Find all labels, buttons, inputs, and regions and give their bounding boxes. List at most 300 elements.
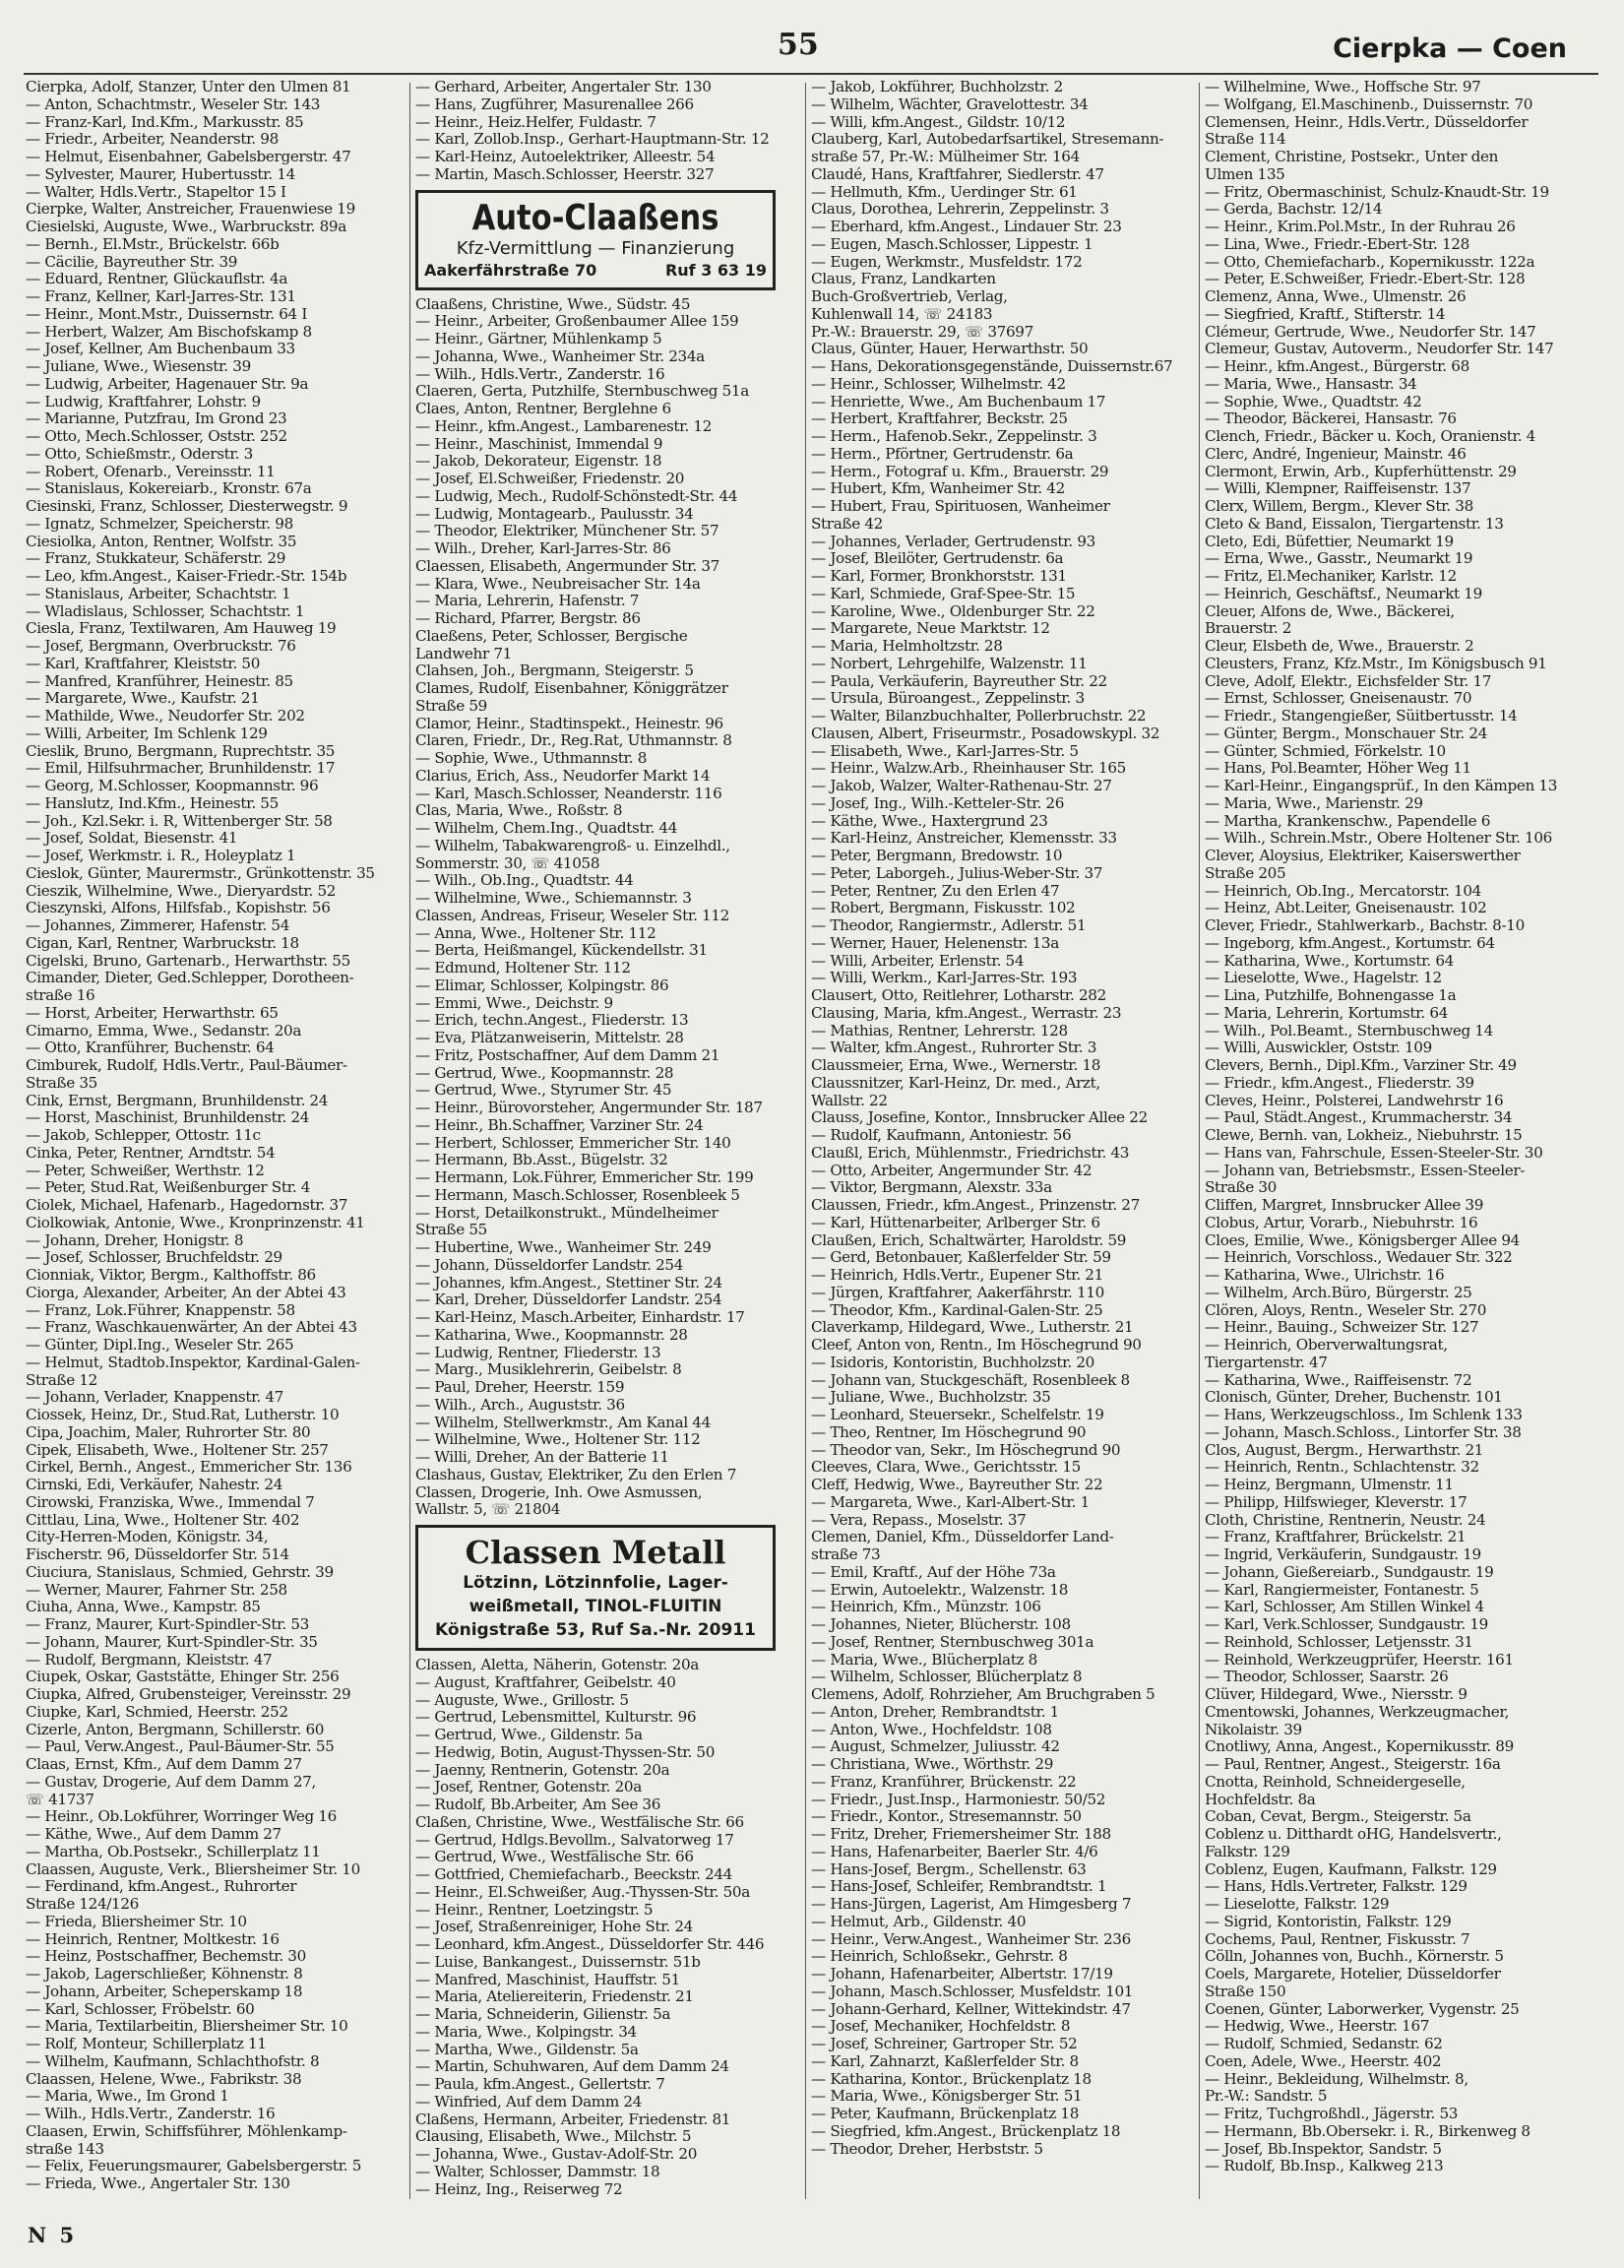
directory-entry: — Johann, Hafenarbeiter, Albertstr. 17/19 — [811, 1966, 1113, 1983]
directory-entry: — Wilhelm, Arch.Büro, Bürgerstr. 25 — [1205, 1284, 1472, 1301]
directory-entry: Pr.-W.: Sandstr. 5 — [1205, 2088, 1328, 2106]
directory-entry: — Heinr., Bh.Schaffner, Varziner Str. 24 — [415, 1116, 704, 1134]
directory-entry: — Bernh., El.Mstr., Brückelstr. 66b — [26, 235, 280, 253]
directory-entry: — Fritz, Tuchgroßhdl., Jägerstr. 53 — [1205, 2106, 1459, 2122]
directory-entry: — Erwin, Autoelektr., Walzenstr. 18 — [811, 1581, 1069, 1599]
directory-entry: — Wilh., Pol.Beamt., Sternbuschweg 14 — [1205, 1022, 1493, 1040]
directory-entry: — Martha, Ob.Postsekr., Schillerplatz 11 — [26, 1843, 321, 1860]
directory-entry: — Heinrich, Geschäftsf., Neumarkt 19 — [1205, 585, 1482, 602]
directory-entry: — Walter, kfm.Angest., Ruhrorter Str. 3 — [811, 1040, 1097, 1057]
directory-entry: — Stanislaus, Arbeiter, Schachtstr. 1 — [26, 585, 291, 602]
directory-entry: — Ludwig, Arbeiter, Hagenauer Str. 9a — [26, 375, 309, 393]
directory-entry: — Maria, Lehrerin, Kortumstr. 64 — [1205, 1004, 1449, 1022]
directory-entry: — Gertrud, Lebensmittel, Kulturstr. 96 — [415, 1709, 697, 1727]
directory-entry: Clémeur, Gertrude, Wwe., Neudorfer Str. 147 — [1205, 323, 1536, 341]
directory-entry: — Wilh., Schrein.Mstr., Obere Holtener Str. 106 — [1205, 830, 1552, 848]
directory-entry: Cleeves, Clara, Wwe., Gerichtsstr. 15 — [811, 1459, 1081, 1477]
directory-entry: — Reinhold, Schlosser, Letjensstr. 31 — [1205, 1633, 1473, 1651]
directory-entry: — Käthe, Wwe., Auf dem Damm 27 — [26, 1826, 281, 1843]
directory-entry: Brauerstr. 2 — [1205, 620, 1292, 638]
directory-entry: — Maria, Textilarbeitin, Bliersheimer Str. 10 — [26, 2018, 348, 2036]
directory-entry: — Willi, kfm.Angest., Gildstr. 10/12 — [811, 113, 1066, 131]
page-number: 55 — [778, 28, 819, 62]
directory-entry: — Siegfried, Kraftf., Stifterstr. 14 — [1205, 305, 1446, 323]
directory-entry: Claussnitzer, Karl-Heinz, Dr. med., Arzt, — [811, 1074, 1100, 1092]
directory-entry: — Wilhelmine, Wwe., Hoffsche Str. 97 — [1205, 79, 1481, 95]
directory-entry: Claus, Franz, Landkarten — [811, 271, 996, 288]
directory-entry: Clerc, André, Ingenieur, Mainstr. 46 — [1205, 445, 1467, 463]
directory-entry: — Heinrich, Hdls.Vertr., Eupener Str. 21 — [811, 1267, 1103, 1284]
directory-entry: Straße 59 — [415, 697, 487, 715]
directory-entry: Cnotta, Reinhold, Schneidergeselle, — [1205, 1773, 1466, 1791]
directory-entry: Fischerstr. 96, Düsseldorfer Str. 514 — [26, 1546, 289, 1563]
directory-entry: Ciesla, Franz, Textilwaren, Am Hauweg 19 — [26, 620, 337, 638]
column-2-mid-list — [415, 296, 793, 1520]
directory-entry: — Martha, Wwe., Gildenstr. 5a — [415, 2041, 639, 2058]
directory-entry: Classen, Aletta, Näherin, Gotenstr. 20a — [415, 1657, 699, 1673]
directory-entry: Coblenz, Eugen, Kaufmann, Falkstr. 129 — [1205, 1860, 1497, 1878]
directory-entry: — Martin, Schuhwaren, Auf dem Damm 24 — [415, 2058, 729, 2076]
directory-entry: Sommerstr. 30, ☏ 41058 — [415, 854, 600, 872]
directory-entry: — Emil, Kraftf., Auf der Höhe 73a — [811, 1563, 1056, 1581]
directory-entry: Claßen, Christine, Wwe., Westfälische Str. 66 — [415, 1813, 744, 1831]
directory-entry: — Rudolf, Bb.Insp., Kalkweg 213 — [1205, 2158, 1444, 2175]
directory-entry: Ciupek, Oskar, Gaststätte, Ehinger Str. 256 — [26, 1669, 340, 1686]
directory-entry: Coenen, Günter, Laborwerker, Vygenstr. 25 — [1205, 2000, 1520, 2018]
directory-entry: — Helmut, Arb., Gildenstr. 40 — [811, 1913, 1027, 1930]
directory-entry: — Eugen, Werkmstr., Musfeldstr. 172 — [811, 253, 1083, 271]
directory-entry: — Paul, Dreher, Heerstr. 159 — [415, 1379, 625, 1396]
directory-entry: — Elimar, Schlosser, Kolpingstr. 86 — [415, 976, 669, 994]
directory-entry: — Maria, Wwe., Im Grond 1 — [26, 2088, 229, 2106]
directory-entry: — Margareta, Wwe., Karl-Albert-Str. 1 — [811, 1493, 1090, 1511]
directory-entry: — Horst, Maschinist, Brunhildenstr. 24 — [26, 1109, 310, 1127]
directory-entry: — Lieselotte, Falkstr. 129 — [1205, 1896, 1390, 1913]
directory-entry: — Friedr., Just.Insp., Harmoniestr. 50/52 — [811, 1791, 1106, 1808]
directory-entry: Clemen, Daniel, Kfm., Düsseldorfer Land- — [811, 1529, 1114, 1546]
directory-entry: — Paul, Verw.Angest., Paul-Bäumer-Str. 55 — [26, 1738, 335, 1756]
directory-entry: Cittlau, Lina, Wwe., Holtener Str. 402 — [26, 1511, 300, 1529]
directory-entry: — Wilh., Ob.Ing., Quadtstr. 44 — [415, 872, 634, 890]
directory-entry: — Karl, Kraftfahrer, Kleiststr. 50 — [26, 655, 261, 672]
directory-entry: — Eduard, Rentner, Glückauflstr. 4a — [26, 271, 288, 288]
directory-entry: — Rudolf, Kaufmann, Antoniestr. 56 — [811, 1127, 1072, 1144]
directory-entry: Cochems, Paul, Rentner, Fiskusstr. 7 — [1205, 1930, 1470, 1948]
directory-entry: — Maria, Helmholtzstr. 28 — [811, 638, 1003, 655]
directory-entry: — August, Kraftfahrer, Geibelstr. 40 — [415, 1673, 676, 1691]
directory-entry: Wallstr. 5, ☏ 21804 — [415, 1501, 561, 1519]
directory-entry: — Hellmuth, Kfm., Uerdinger Str. 61 — [811, 183, 1078, 201]
directory-entry: — Johann, Masch.Schlosser, Musfeldstr. 101 — [811, 1983, 1134, 2000]
advert-services: Kfz-Vermittlung — Finanzierung — [456, 237, 735, 259]
column-divider — [409, 83, 410, 2199]
directory-entry: — Heinr., Bürovorsteher, Angermunder Str. 187 — [415, 1100, 763, 1116]
directory-entry: — Karl-Heinz, Autoelektriker, Alleestr. 54 — [415, 149, 716, 165]
directory-entry: — Auguste, Wwe., Grillostr. 5 — [415, 1691, 629, 1709]
directory-entry: — Hans-Jürgen, Lagerist, Am Himgesberg 7 — [811, 1896, 1132, 1913]
directory-entry: — Heinz, Postschaffner, Bechemstr. 30 — [26, 1948, 306, 1966]
directory-entry: Cieslik, Bruno, Bergmann, Ruprechtstr. 35 — [26, 742, 336, 760]
directory-entry: — Gertrud, Wwe., Styrumer Str. 45 — [415, 1082, 672, 1100]
directory-entry: Claussmeier, Erna, Wwe., Wernerstr. 18 — [811, 1057, 1101, 1074]
directory-entry: — Josef, Rentner, Sternbuschweg 301a — [811, 1633, 1094, 1651]
directory-entry: Cleef, Anton von, Rentn., Im Höschegrund 90 — [811, 1337, 1142, 1354]
directory-entry: — Emmi, Wwe., Deichstr. 9 — [415, 994, 613, 1012]
directory-entry: — Peter, Laborgeh., Julius-Weber-Str. 37 — [811, 864, 1103, 882]
directory-entry: Ciupke, Karl, Schmied, Heerstr. 252 — [26, 1703, 288, 1721]
directory-entry: — Johann, Dreher, Honigstr. 8 — [26, 1231, 244, 1249]
directory-entry: Ciossek, Heinz, Dr., Stud.Rat, Lutherstr. 10 — [26, 1407, 340, 1423]
directory-entry: Cieszynski, Alfons, Hilfsfab., Kopishstr. 56 — [26, 900, 331, 917]
directory-entry: — Heinr., Maschinist, Immendal 9 — [415, 435, 663, 453]
advert-classen-metall — [415, 1525, 776, 1651]
directory-entry: Clench, Friedr., Bäcker u. Koch, Oranienstr. 4 — [1205, 428, 1535, 445]
directory-entry: — Heinr., El.Schweißer, Aug.-Thyssen-Str. 50a — [415, 1883, 750, 1901]
directory-entry: — Gerd, Betonbauer, Kaßlerfelder Str. 59 — [811, 1249, 1111, 1267]
directory-entry: — Karl-Heinz, Masch.Arbeiter, Einhardstr. 17 — [415, 1309, 745, 1326]
directory-entry: — Anton, Schachtmstr., Weseler Str. 143 — [26, 95, 321, 113]
directory-entry: — Paula, Verkäuferin, Bayreuther Str. 22 — [811, 672, 1107, 690]
printer-signature: N 5 — [28, 2223, 78, 2247]
directory-entry: Cölln, Johannes von, Buchh., Körnerstr. 5 — [1205, 1948, 1504, 1966]
directory-entry: — Franz-Karl, Ind.Kfm., Markusstr. 85 — [26, 113, 304, 131]
directory-entry: — Ingrid, Verkäuferin, Sundgaustr. 19 — [1205, 1546, 1481, 1563]
directory-entry: — Helmut, Eisenbahner, Gabelsbergerstr. 47 — [26, 149, 351, 165]
directory-entry: Cleur, Elsbeth de, Wwe., Brauerstr. 2 — [1205, 638, 1474, 655]
directory-entry: — Heinr., Rentner, Loetzingstr. 5 — [415, 1901, 654, 1919]
directory-entry: — Gottfried, Chemiefacharb., Beeckstr. 244 — [415, 1866, 732, 1883]
directory-entry: Claverkamp, Hildegard, Wwe., Lutherstr. 21 — [811, 1319, 1134, 1337]
directory-entry: Clever, Friedr., Stahlwerkarb., Bachstr. 8-10 — [1205, 917, 1525, 934]
directory-entry: — Philipp, Hilfswieger, Kleverstr. 17 — [1205, 1493, 1468, 1511]
directory-entry: — Heinr., kfm.Angest., Bürgerstr. 68 — [1205, 358, 1469, 375]
directory-entry: Clausen, Albert, Friseurmstr., Posadowskypl. 32 — [811, 724, 1160, 742]
directory-entry: — Werner, Maurer, Fahrner Str. 258 — [26, 1581, 287, 1599]
directory-entry: Cleto & Band, Eissalon, Tiergartenstr. 13 — [1205, 515, 1504, 533]
directory-entry: — Maria, Wwe., Hansastr. 34 — [1205, 375, 1417, 393]
directory-entry: Clausert, Otto, Reitlehrer, Lotharstr. 282 — [811, 987, 1106, 1004]
directory-entry: — Anna, Wwe., Holtener Str. 112 — [415, 924, 656, 942]
directory-entry: Tiergartenstr. 47 — [1205, 1354, 1328, 1371]
directory-entry: — Franz, Kraftfahrer, Brückelstr. 21 — [1205, 1529, 1467, 1546]
directory-entry: — Christiana, Wwe., Wörthstr. 29 — [811, 1756, 1054, 1773]
directory-entry: — Franz, Lok.Führer, Knappenstr. 58 — [26, 1301, 295, 1319]
directory-entry: — Josef, Mechaniker, Hochfeldstr. 8 — [811, 2018, 1071, 2036]
directory-entry: — Willi, Arbeiter, Erlenstr. 54 — [811, 952, 1025, 970]
directory-entry: — Winfried, Auf dem Damm 24 — [415, 2093, 642, 2110]
directory-entry: Kuhlenwall 14, ☏ 24183 — [811, 305, 993, 323]
directory-entry: Clas, Maria, Wwe., Roßstr. 8 — [415, 802, 623, 820]
directory-entry: — Friedr., Stangengießer, Süitbertusstr. 14 — [1205, 708, 1518, 724]
directory-entry: — Heinrich, Schloßsekr., Gehrstr. 8 — [811, 1948, 1068, 1966]
directory-entry: — Wilhelm, Wächter, Gravelottestr. 34 — [811, 95, 1089, 113]
directory-entry: — Hans, Pol.Beamter, Höher Weg 11 — [1205, 760, 1471, 778]
directory-entry: — Sophie, Wwe., Uthmannstr. 8 — [415, 750, 648, 767]
directory-entry: — Wilhelm, Stellwerkmstr., Am Kanal 44 — [415, 1414, 711, 1431]
directory-entry: — Klara, Wwe., Neubreisacher Str. 14a — [415, 575, 701, 593]
directory-entry: Clames, Rudolf, Eisenbahner, Königgrätzer — [415, 680, 728, 697]
directory-entry: — Wilhelm, Chem.Ing., Quadtstr. 44 — [415, 820, 678, 837]
directory-entry: Cierpka, Adolf, Stanzer, Unter den Ulmen 81 — [26, 79, 351, 95]
directory-entry: Straße 35 — [26, 1074, 97, 1092]
directory-entry: Clobus, Artur, Vorarb., Niebuhrstr. 16 — [1205, 1214, 1478, 1231]
directory-entry: — Wilh., Hdls.Vertr., Zanderstr. 16 — [415, 365, 665, 383]
directory-entry: — Emil, Hilfsuhrmacher, Brunhildenstr. 17 — [26, 760, 336, 778]
directory-entry: — Sigrid, Kontoristin, Falkstr. 129 — [1205, 1913, 1452, 1930]
directory-entry: — Otto, Mech.Schlosser, Oststr. 252 — [26, 428, 287, 445]
directory-entry: — Hermann, Masch.Schlosser, Rosenbleek 5 — [415, 1186, 740, 1204]
directory-entry: Falkstr. 129 — [1205, 1843, 1290, 1860]
directory-entry: Coels, Margarete, Hotelier, Düsseldorfer — [1205, 1966, 1501, 1983]
advert-name: Auto-Claaßens — [471, 197, 719, 238]
directory-entry: — Reinhold, Werkzeugprüfer, Heerstr. 161 — [1205, 1651, 1514, 1669]
directory-entry: — Wilhelm, Kaufmann, Schlachthofstr. 8 — [26, 2052, 320, 2070]
directory-entry: Clüver, Hildegard, Wwe., Niersstr. 9 — [1205, 1686, 1468, 1703]
directory-entry: — Heinr., Schlosser, Wilhelmstr. 42 — [811, 375, 1066, 393]
directory-entry: — Mathias, Rentner, Lehrerstr. 128 — [811, 1022, 1068, 1040]
directory-entry: — Karl, Verk.Schlosser, Sundgaustr. 19 — [1205, 1616, 1488, 1633]
directory-entry: — Josef, Werkmstr. i. R., Holeyplatz 1 — [26, 848, 296, 864]
directory-entry: — Heinrich, Rentner, Moltkestr. 16 — [26, 1930, 280, 1948]
column-divider — [1199, 83, 1200, 2199]
directory-entry: — Ursula, Büroangest., Zeppelinstr. 3 — [811, 690, 1085, 708]
directory-entry: Cimander, Dieter, Ged.Schlepper, Dorotheen- — [26, 970, 354, 987]
directory-entry: — Theodor, Elektriker, Münchener Str. 57 — [415, 523, 719, 540]
directory-entry: Clausing, Maria, kfm.Angest., Werrastr. 23 — [811, 1004, 1122, 1022]
directory-entry: — Johann, Arbeiter, Scheperskamp 18 — [26, 1983, 303, 2000]
directory-entry: — Karl-Heinz, Anstreicher, Klemensstr. 33 — [811, 830, 1117, 848]
directory-entry: — Horst, Detailkonstrukt., Mündelheimer — [415, 1204, 718, 1222]
directory-entry: — Juliane, Wwe., Wiesenstr. 39 — [26, 358, 251, 375]
directory-entry: Cleto, Edi, Büfettier, Neumarkt 19 — [1205, 533, 1454, 550]
directory-entry: — Josef, El.Schweißer, Friedenstr. 20 — [415, 471, 685, 487]
directory-entry: — Heinr., Krim.Pol.Mstr., In der Ruhrau 26 — [1205, 219, 1516, 235]
directory-entry: — Anton, Wwe., Hochfeldstr. 108 — [811, 1721, 1052, 1738]
directory-entry: — Josef, Bb.Inspektor, Sandstr. 5 — [1205, 2140, 1442, 2158]
directory-entry: Clamor, Heinr., Stadtinspekt., Heinestr. 96 — [415, 715, 723, 732]
directory-entry: — Peter, Stud.Rat, Weißenburger Str. 4 — [26, 1179, 311, 1197]
directory-entry: — Franz, Maurer, Kurt-Spindler-Str. 53 — [26, 1616, 309, 1633]
directory-entry: Clauberg, Karl, Autobedarfsartikel, Stresemann- — [811, 131, 1164, 149]
directory-entry: Hochfeldstr. 8a — [1205, 1791, 1316, 1808]
directory-entry: Claeßens, Peter, Schlosser, Bergische — [415, 627, 688, 645]
advert-auto-claassens — [415, 190, 776, 290]
directory-entry: — Hermann, Bb.Obersekr. i. R., Birkenweg 8 — [1205, 2122, 1530, 2140]
directory-entry: — Friedr., Arbeiter, Neanderstr. 98 — [26, 131, 279, 149]
directory-entry: City-Herren-Moden, Königstr. 34, — [26, 1529, 269, 1546]
directory-entry: Clermont, Erwin, Arb., Kupferhüttenstr. 29 — [1205, 463, 1517, 480]
directory-entry: — Maria, Ateliereiterin, Friedenstr. 21 — [415, 1988, 694, 2006]
directory-entry: Classen, Andreas, Friseur, Weseler Str. 112 — [415, 907, 729, 924]
directory-entry: — Theodor, Dreher, Herbststr. 5 — [811, 2140, 1043, 2158]
directory-entry: straße 16 — [26, 987, 95, 1004]
directory-entry: Cleff, Hedwig, Wwe., Bayreuther Str. 22 — [811, 1477, 1103, 1493]
directory-entry: — Johann, Maurer, Kurt-Spindler-Str. 35 — [26, 1633, 318, 1651]
directory-entry: Cloth, Christine, Rentnerin, Neustr. 24 — [1205, 1511, 1486, 1529]
directory-entry: — Rudolf, Bergmann, Kleiststr. 47 — [26, 1651, 273, 1669]
directory-entry: — Hans, Werkzeugschloss., Im Schlenk 133 — [1205, 1407, 1523, 1423]
directory-entry: Ciuha, Anna, Wwe., Kampstr. 85 — [26, 1599, 261, 1616]
directory-entry: — Willi, Auswickler, Oststr. 109 — [1205, 1040, 1432, 1057]
directory-entry: — Henriette, Wwe., Am Buchenbaum 17 — [811, 393, 1106, 410]
directory-entry: — Hans, Hdls.Vertreter, Falkstr. 129 — [1205, 1878, 1468, 1896]
column-2-bottom-list — [415, 1657, 793, 2198]
directory-entry: — Katharina, Wwe., Kortumstr. 64 — [1205, 952, 1454, 970]
directory-entry: — Peter, E.Schweißer, Friedr.-Ebert-Str. 128 — [1205, 271, 1526, 288]
directory-entry: Coen, Adele, Wwe., Heerstr. 402 — [1205, 2052, 1442, 2070]
directory-entry: — Fritz, Obermaschinist, Schulz-Knaudt-Str. 19 — [1205, 183, 1549, 201]
directory-entry: — Herm., Fotograf u. Kfm., Brauerstr. 29 — [811, 463, 1109, 480]
directory-entry: Cieslok, Günter, Maurermstr., Grünkottenstr. 35 — [26, 864, 375, 882]
directory-entry: Clarius, Erich, Ass., Neudorfer Markt 14 — [415, 767, 711, 785]
directory-entry: — Hubert, Frau, Spirituosen, Wanheimer — [811, 498, 1110, 515]
directory-entry: — Sylvester, Maurer, Hubertusstr. 14 — [26, 165, 295, 183]
directory-entry: — Karl, Masch.Schlosser, Neanderstr. 116 — [415, 785, 722, 802]
directory-entry: Cirkel, Bernh., Angest., Emmericher Str. 136 — [26, 1459, 352, 1477]
directory-entry: Straße 12 — [26, 1371, 97, 1389]
directory-entry: Cizerle, Anton, Bergmann, Schillerstr. 60 — [26, 1721, 325, 1738]
directory-entry: — Hans-Josef, Bergm., Schellenstr. 63 — [811, 1860, 1087, 1878]
directory-entry: Claudé, Hans, Kraftfahrer, Siedlerstr. 47 — [811, 165, 1104, 183]
directory-entry: Cloes, Emilie, Wwe., Königsberger Allee 94 — [1205, 1231, 1520, 1249]
directory-entry: — Fritz, Dreher, Friemersheimer Str. 188 — [811, 1826, 1111, 1843]
directory-entry: — Fritz, Postschaffner, Auf dem Damm 21 — [415, 1046, 720, 1064]
directory-entry: Claus, Dorothea, Lehrerin, Zeppelinstr. 3 — [811, 201, 1109, 219]
directory-entry: — Ludwig, Mech., Rudolf-Schönstedt-Str. 44 — [415, 487, 738, 505]
directory-entry: — Johannes, Verlader, Gertrudenstr. 93 — [811, 533, 1095, 550]
directory-entry: Cnotliwy, Anna, Angest., Kopernikusstr. 89 — [1205, 1738, 1514, 1756]
directory-entry: — Robert, Ofenarb., Vereinsstr. 11 — [26, 463, 276, 480]
directory-entry: Cieszik, Wilhelmine, Wwe., Dieryardstr. 52 — [26, 882, 337, 900]
directory-entry: — Heinr., Ob.Lokführer, Worringer Weg 16 — [26, 1808, 337, 1826]
directory-entry: Claeren, Gerta, Putzhilfe, Sternbuschweg 51a — [415, 383, 749, 401]
directory-entry: — Gertrud, Wwe., Koopmannstr. 28 — [415, 1064, 674, 1082]
directory-entry: — Gerda, Bachstr. 12/14 — [1205, 201, 1383, 219]
directory-entry: — Johannes, Zimmerer, Hafenstr. 54 — [26, 917, 290, 934]
directory-entry: — Günter, Dipl.Ing., Weseler Str. 265 — [26, 1337, 294, 1354]
directory-entry: — Heinr., Walzw.Arb., Rheinhauser Str. 165 — [811, 760, 1126, 778]
directory-entry: — Katharina, Kontor., Brückenplatz 18 — [811, 2070, 1092, 2088]
directory-entry: — Jürgen, Kraftfahrer, Aakerfährstr. 110 — [811, 1284, 1104, 1301]
directory-entry: Clos, August, Bergm., Herwarthstr. 21 — [1205, 1441, 1484, 1459]
directory-entry: — Heinr., kfm.Angest., Lambarenestr. 12 — [415, 417, 713, 435]
directory-entry: — Gertrud, Hdlgs.Bevollm., Salvatorweg 17 — [415, 1831, 734, 1849]
directory-entry: — Günter, Bergm., Monschauer Str. 24 — [1205, 724, 1488, 742]
directory-entry: — Norbert, Lehrgehilfe, Walzenstr. 11 — [811, 655, 1088, 672]
directory-entry: — Friedr., Kontor., Stresemannstr. 50 — [811, 1808, 1082, 1826]
directory-entry: — Franz, Waschkauenwärter, An der Abtei 43 — [26, 1319, 357, 1337]
directory-entry: Straße 205 — [1205, 864, 1286, 882]
directory-entry: — Herbert, Walzer, Am Bischofskamp 8 — [26, 323, 312, 341]
directory-entry: ☏ 41737 — [26, 1791, 94, 1808]
directory-entry: — Gertrud, Wwe., Westfälische Str. 66 — [415, 1849, 694, 1866]
directory-entry: — Peter, Kaufmann, Brückenplatz 18 — [811, 2106, 1080, 2122]
directory-entry: — Hubert, Kfm, Wanheimer Str. 42 — [811, 480, 1065, 498]
directory-entry: straße 57, Pr.-W.: Mülheimer Str. 164 — [811, 149, 1080, 165]
directory-entry: — Willi, Klempner, Raiffeisenstr. 137 — [1205, 480, 1471, 498]
directory-entry: Clauss, Josefine, Kontor., Innsbrucker Allee 22 — [811, 1109, 1148, 1127]
directory-entry: — Karoline, Wwe., Oldenburger Str. 22 — [811, 602, 1095, 620]
column-4 — [1205, 79, 1583, 2205]
directory-entry: — Rudolf, Schmied, Sedanstr. 62 — [1205, 2036, 1443, 2052]
directory-entry: — Maria, Wwe., Marienstr. 29 — [1205, 794, 1423, 812]
directory-entry: Wallstr. 22 — [811, 1092, 888, 1109]
directory-entry: — Heinz, Bergmann, Ulmenstr. 11 — [1205, 1477, 1454, 1493]
directory-entry: straße 73 — [811, 1546, 881, 1563]
directory-entry: — Horst, Arbeiter, Herwarthstr. 65 — [26, 1004, 279, 1022]
directory-entry: — Wilh., Hdls.Vertr., Zanderstr. 16 — [26, 2106, 276, 2122]
directory-entry: Ciesiolka, Anton, Rentner, Wolfstr. 35 — [26, 533, 297, 550]
column-1 — [26, 79, 404, 2205]
directory-entry: — Lina, Putzhilfe, Bohnengasse 1a — [1205, 987, 1457, 1004]
directory-entry: Coban, Cevat, Bergm., Steigerstr. 5a — [1205, 1808, 1471, 1826]
directory-entry: — Herm., Pförtner, Gertrudenstr. 6a — [811, 445, 1074, 463]
directory-entry: — Wilhelmine, Wwe., Schiemannstr. 3 — [415, 890, 692, 907]
directory-entry: — Vera, Repass., Moselstr. 37 — [811, 1511, 1027, 1529]
directory-entry: Clashaus, Gustav, Elektriker, Zu den Erlen 7 — [415, 1466, 737, 1483]
directory-entry: — Hanslutz, Ind.Kfm., Heinestr. 55 — [26, 794, 279, 812]
directory-entry: Landwehr 71 — [415, 645, 512, 662]
directory-entry: — Paul, Rentner, Angest., Steigerstr. 16a — [1205, 1756, 1501, 1773]
directory-entry: — Mathilde, Wwe., Neudorfer Str. 202 — [26, 708, 305, 724]
directory-entry: Ciesinski, Franz, Schlosser, Diesterwegstr. 9 — [26, 498, 348, 515]
directory-entry: — Jakob, Walzer, Walter-Rathenau-Str. 27 — [811, 778, 1112, 794]
directory-entry: Clever, Aloysius, Elektriker, Kaiserswerther — [1205, 848, 1521, 864]
directory-entry: — Leo, kfm.Angest., Kaiser-Friedr.-Str. 154b — [26, 568, 347, 585]
directory-entry: — Wilh., Dreher, Karl-Jarres-Str. 86 — [415, 540, 671, 557]
directory-entry: — Maria, Lehrerin, Hafenstr. 7 — [415, 593, 640, 610]
column-divider — [805, 83, 806, 2199]
directory-entry: — Eva, Plätzanweiserin, Mittelstr. 28 — [415, 1030, 684, 1046]
directory-entry: Coblenz u. Ditthardt oHG, Handelsvertr., — [1205, 1826, 1502, 1843]
directory-entry: Pr.-W.: Brauerstr. 29, ☏ 37697 — [811, 323, 1033, 341]
directory-entry: Claas, Ernst, Kfm., Auf dem Damm 27 — [26, 1756, 302, 1773]
directory-entry: — Otto, Arbeiter, Angermunder Str. 42 — [811, 1162, 1093, 1179]
directory-entry: — Ignatz, Schmelzer, Speicherstr. 98 — [26, 515, 293, 533]
directory-entry: Straße 150 — [1205, 1983, 1286, 2000]
directory-entry: Cleusters, Franz, Kfz.Mstr., Im Königsbusch 91 — [1205, 655, 1547, 672]
directory-entry: — Martha, Krankenschw., Papendelle 6 — [1205, 812, 1491, 830]
directory-entry: — Ferdinand, kfm.Angest., Ruhrorter — [26, 1878, 297, 1896]
directory-entry: straße 143 — [26, 2140, 104, 2158]
directory-entry: Claren, Friedr., Dr., Reg.Rat, Uthmannstr. 8 — [415, 732, 732, 750]
directory-entry: Cipa, Joachim, Maler, Ruhrorter Str. 80 — [26, 1423, 311, 1441]
directory-entry: — Luise, Bankangest., Duissernstr. 51b — [415, 1953, 701, 1971]
directory-entry: Claußen, Erich, Schaltwärter, Haroldstr. 59 — [811, 1231, 1127, 1249]
directory-entry: Clemeur, Gustav, Autoverm., Neudorfer Str. 147 — [1205, 341, 1554, 358]
advert-line-2: weißmetall, TINOL-FLUITIN — [468, 1597, 722, 1616]
directory-entry: Cleuer, Alfons de, Wwe., Bäckerei, — [1205, 602, 1455, 620]
directory-entry: — Hans, Hafenarbeiter, Baerler Str. 4/6 — [811, 1843, 1098, 1860]
directory-entry: — Karl, Former, Bronkhorststr. 131 — [811, 568, 1067, 585]
directory-entry: — Otto, Chemiefacharb., Kopernikusstr. 122a — [1205, 253, 1535, 271]
directory-entry: Cimburek, Rudolf, Hdls.Vertr., Paul-Bäumer- — [26, 1057, 347, 1074]
directory-entry: — Gustav, Drogerie, Auf dem Damm 27, — [26, 1773, 316, 1791]
directory-entry: — Siegfried, kfm.Angest., Brückenplatz 18 — [811, 2122, 1121, 2140]
directory-entry: — Herbert, Schlosser, Emmericher Str. 140 — [415, 1134, 731, 1152]
directory-entry: Clement, Christine, Postsekr., Unter den — [1205, 149, 1499, 165]
directory-entry: Cink, Ernst, Bergmann, Brunhildenstr. 24 — [26, 1092, 329, 1109]
directory-entry: — Stanislaus, Kokereiarb., Kronstr. 67a — [26, 480, 312, 498]
directory-entry: — Hans, Zugführer, Masurenallee 266 — [415, 95, 694, 113]
directory-entry: Cleves, Heinr., Polsterei, Landwehrstr 16 — [1205, 1092, 1504, 1109]
directory-entry: — Cäcilie, Bayreuther Str. 39 — [26, 253, 238, 271]
directory-entry: — Josef, Bergmann, Overbruckstr. 76 — [26, 638, 296, 655]
directory-entry: — Johann, Masch.Schloss., Lintorfer Str. 38 — [1205, 1423, 1522, 1441]
directory-entry: — Ernst, Schlosser, Gneisenaustr. 70 — [1205, 690, 1472, 708]
advert-phone: Ruf 3 63 19 — [664, 260, 767, 280]
directory-entry: — Juliane, Wwe., Buchholzstr. 35 — [811, 1389, 1051, 1407]
